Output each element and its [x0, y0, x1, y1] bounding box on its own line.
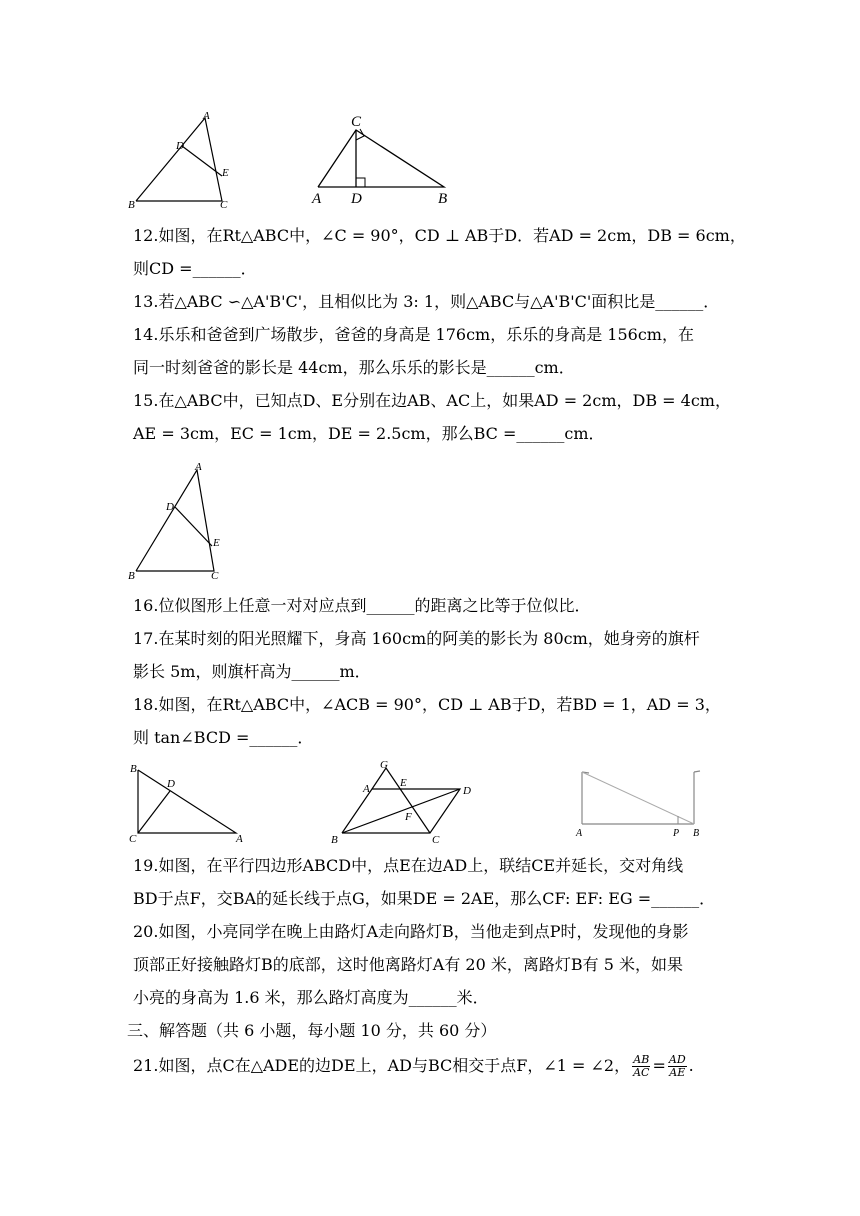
fig-label-B: B	[331, 834, 338, 846]
fig-label-D: D	[167, 778, 175, 790]
section-heading-solutions: 三、解答题（共 6 小题，每小题 10 分，共 60 分）	[127, 1021, 497, 1040]
q17-line2: 影长 5m，则旗杆高为______m．	[133, 662, 371, 681]
q21-text: 21.如图，点C在△ADE的边DE上，AD与BC相交于点F，∠1 = ∠2，	[133, 1056, 631, 1075]
q20-line1: 20.如图，小亮同学在晚上由路灯A走向路灯B，当他走到点P时，发现他的身影	[133, 922, 689, 941]
fig-label-A: A	[236, 833, 243, 845]
figure-triangle-de-q15	[128, 460, 238, 584]
fig-label-P: P	[673, 828, 680, 839]
fig-label-C: C	[220, 199, 228, 211]
fig-label-F: F	[405, 811, 412, 823]
q16-line1: 16.位似图形上任意一对对应点到______的距离之比等于位似比．	[133, 596, 591, 615]
figure-right-triangle-q18	[126, 760, 256, 844]
fig-label-A: A	[576, 828, 583, 839]
fig-label-B: B	[128, 199, 135, 211]
q12-line1: 12.如图，在Rt△ABC中，∠C = 90°，CD ⊥ AB于D．若AD = 2cm，DB = 6cm，	[133, 226, 746, 245]
fig-label-G: G	[380, 759, 388, 771]
q19-line2: BD于点F，交BA的延长线于点G，如果DE = 2AE，那么CF: EF: EG =______．	[133, 889, 716, 908]
fig-label-C: C	[129, 833, 137, 845]
fig-label-E: E	[222, 167, 229, 179]
fig-label-C: C	[432, 834, 440, 846]
q18-line1: 18.如图，在Rt△ABC中，∠ACB = 90°，CD ⊥ AB于D，若BD = 1，AD = 3，	[133, 695, 721, 714]
q15-line2: AE = 3cm，EC = 1cm，DE = 2.5cm，那么BC =______cm．	[133, 424, 605, 443]
fig-label-A: A	[195, 461, 202, 473]
equals-sign: =	[652, 1056, 666, 1075]
period: .	[688, 1056, 694, 1075]
q18-line2: 则 tan∠BCD =______．	[133, 728, 314, 747]
fig-label-D: D	[463, 785, 471, 797]
figure-parallelogram-q19	[326, 756, 486, 848]
fig-label-E: E	[400, 777, 407, 789]
fraction-ab-ac: $\frac{AB}{AC}$	[633, 1053, 650, 1079]
fraction-ad-ae: $\frac{AD}{AE}$	[668, 1053, 686, 1079]
fig-label-C: C	[351, 114, 362, 130]
q14-line1: 14.乐乐和爸爸到广场散步，爸爸的身高是 176cm，乐乐的身高是 156cm，在	[133, 325, 694, 344]
figure-streetlights-q20	[572, 766, 712, 840]
fig-label-D: D	[166, 501, 174, 513]
q20-line3: 小亮的身高为 1.6 米，那么路灯高度为______米．	[133, 988, 489, 1007]
q14-line2: 同一时刻爸爸的影长是 44cm，那么乐乐的影长是______cm．	[133, 358, 575, 377]
fig-label-D: D	[351, 191, 362, 207]
fig-label-D: D	[176, 140, 184, 152]
fig-label-A: A	[203, 110, 210, 122]
q12-line2: 则CD =______．	[133, 259, 257, 278]
fig-label-A: A	[312, 191, 322, 207]
fig-label-E: E	[213, 537, 220, 549]
fig-label-C: C	[211, 570, 219, 582]
q15-line1: 15.在△ABC中，已知点D、E分别在边AB、AC上，如果AD = 2cm，DB = 4cm，	[133, 391, 731, 410]
figure-right-triangle-altitude	[308, 110, 468, 210]
fig-label-B: B	[693, 828, 700, 839]
fig-label-A: A	[363, 783, 370, 795]
fig-label-B: B	[128, 570, 135, 582]
q21-line1	[133, 1054, 823, 1079]
figure-triangle-de-top	[128, 108, 238, 212]
q17-line1: 17.在某时刻的阳光照耀下，身高 160cm的阿美的影长为 80cm，她身旁的旗杆	[133, 629, 700, 648]
q19-line1: 19.如图，在平行四边形ABCD中，点E在边AD上，联结CE并延长，交对角线	[133, 856, 684, 875]
q13-line1: 13.若△ABC ∽△A'B'C'，且相似比为 3: 1，则△ABC与△A'B'C'面积比是______．	[133, 292, 720, 311]
q20-line2: 顶部正好接触路灯B的底部，这时他离路灯A有 20 米，离路灯B有 5 米，如果	[133, 955, 683, 974]
fig-label-B: B	[130, 763, 137, 775]
fig-label-B: B	[438, 191, 448, 207]
